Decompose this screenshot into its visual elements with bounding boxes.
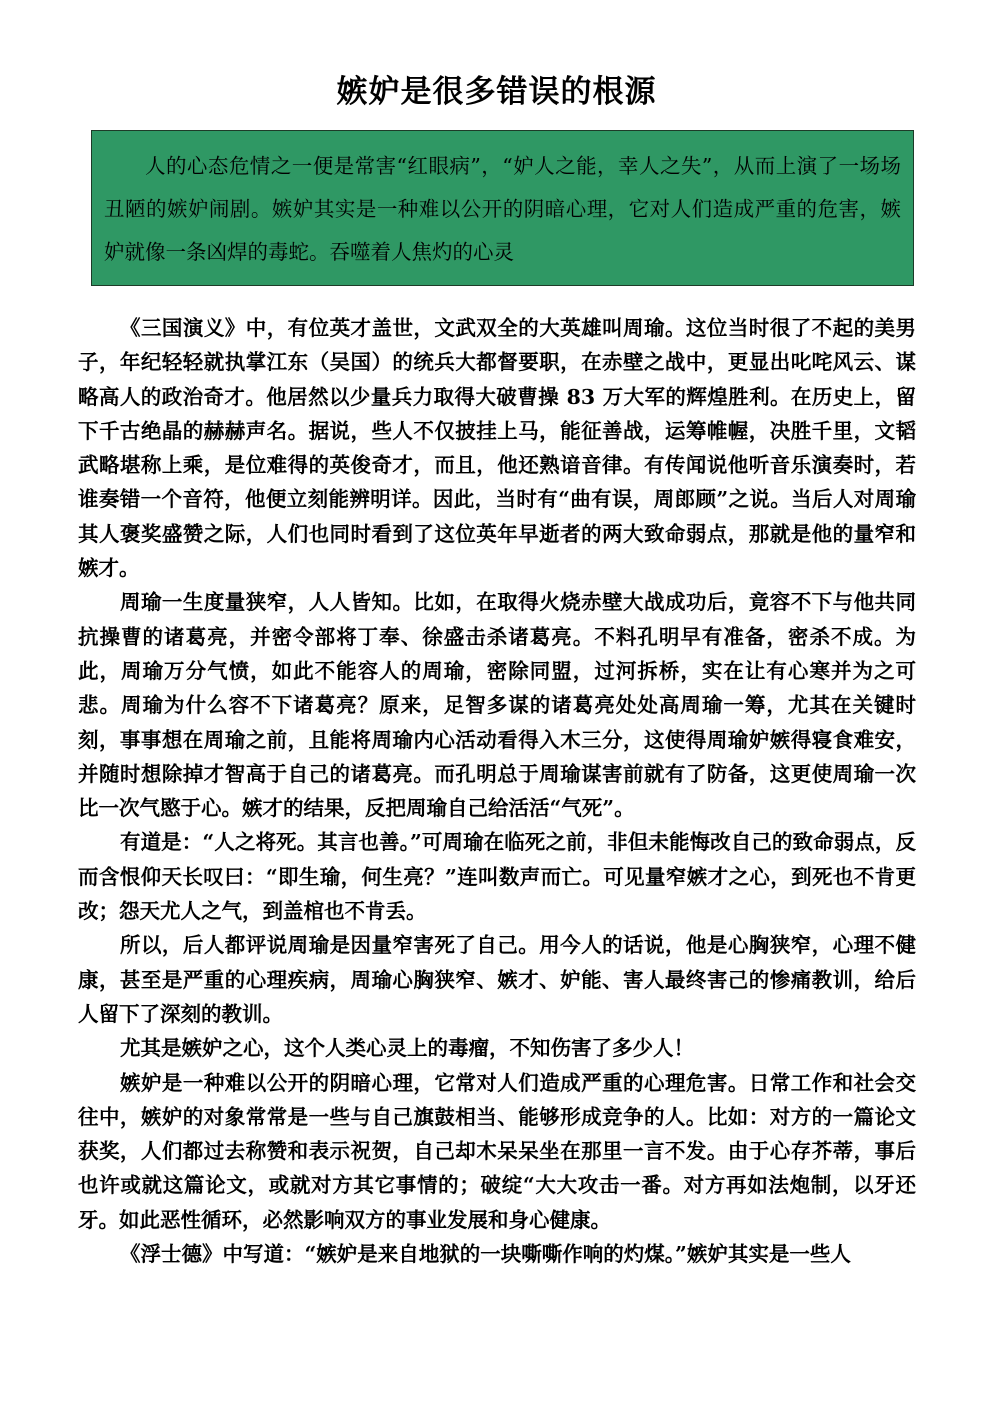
- paragraph-faust-quote: 《浮士德》中写道：“嫉妒是来自地狱的一块嘶嘶作响的灼煤。”嫉妒其实是一些人: [120, 1242, 851, 1267]
- summary-box: [91, 130, 914, 286]
- paragraph-zhouyu-intro: 《三国演义》中，有位英才盖世，文武双全的大英雄叫周瑜。这位当时很了不起的美男子，年纪轻轻就执掌江东（吴国）的统兵大都督要职，在赤壁之战中，更显出叱咤风云、谋略高人的政治奇才。他居然以少量兵力取得大破曹操 83 万大军的辉煌胜利。在历史上，留下千古绝晶的赫赫声名。据说，些人不仅披挂上马，能征善战，运筹帷幄，决胜千里，文韬武略堪称上乘，是位难得的英俊奇才，而且，他还熟谙音律。有传闻说他听音乐演奏时，若谁奏错一个音符，他便立刻能辨明详。因此，当时有“曲有误，周郎顾”之说。当后人对周瑜其人褒奖盛赞之际，人们也同时看到了这位英年早逝者的两大致命弱点，那就是他的量窄和嫉才。: [78, 316, 916, 581]
- paragraph-jealousy-tumor: 尤其是嫉妒之心，这个人类心灵上的毒瘤，不知伤害了多少人！: [120, 1036, 694, 1061]
- article-body: [78, 311, 916, 1271]
- summary-text: 人的心态危情之一便是常害“红眼病”，“妒人之能，幸人之失”，从而上演了一场场丑陋的嫉妒闹剧。嫉妒其实是一种难以公开的阴暗心理，它对人们造成严重的危害，嫉妒就像一条凶焊的毒蛇。吞噬着人焦灼的心灵: [104, 154, 901, 264]
- paragraph-later-comment: 所以，后人都评说周瑜是因量窄害死了自己。用今人的话说，他是心胸狭窄，心理不健康，甚至是严重的心理疾病，周瑜心胸狭窄、嫉才、妒能、害人最终害己的惨痛教训，给后人留下了深刻的教训。: [78, 933, 916, 1026]
- paragraph-jealousy-psychology: 嫉妒是一种难以公开的阴暗心理，它常对人们造成严重的心理危害。日常工作和社会交往中，嫉妒的对象常常是一些与自己旗鼓相当、能够形成竞争的人。比如：对方的一篇论文获奖，人们都过去称赞和表示祝贺，自己却木呆呆坐在那里一言不发。由于心存芥蒂，事后也许或就这篇论文，或就对方其它事情的；破绽“大大攻击一番。对方再如法炮制，以牙还牙。如此恶性循环，必然影响双方的事业发展和身心健康。: [78, 1070, 916, 1232]
- paragraph-zhouyu-narrow-mind: 周瑜一生度量狭窄，人人皆知。比如，在取得火烧赤壁大战成功后，竟容不下与他共同抗操曹的诸葛亮，并密令部将丁奉、徐盛击杀诸葛亮。不料孔明早有准备，密杀不成。为此，周瑜万分气愤，如此不能容人的周瑜，密除同盟，过河拆桥，实在让有心寒并为之可悲。周瑜为什么容不下诸葛亮？原来，足智多谋的诸葛亮处处高周瑜一筹，尤其在关键时刻，事事想在周瑜之前，且能将周瑜内心活动看得入木三分，这使得周瑜妒嫉得寝食难安，并随时想除掉才智高于自己的诸葛亮。而孔明总于周瑜谋害前就有了防备，这更使周瑜一次比一次气愍于心。嫉才的结果，反把周瑜自己给活活“气死”。: [78, 590, 916, 821]
- page-title: 嫉妒是很多错误的根源: [336, 74, 657, 110]
- paragraph-dying-words: 有道是：“人之将死。其言也善。”可周瑜在临死之前，非但未能悔改自己的致命弱点，反而含恨仰天长叹曰：“即生瑜，何生亮？”连叫数声而亡。可见量窄嫉才之心，到死也不肯更改；怨天尤人之气，到盖棺也不肯丢。: [78, 830, 916, 924]
